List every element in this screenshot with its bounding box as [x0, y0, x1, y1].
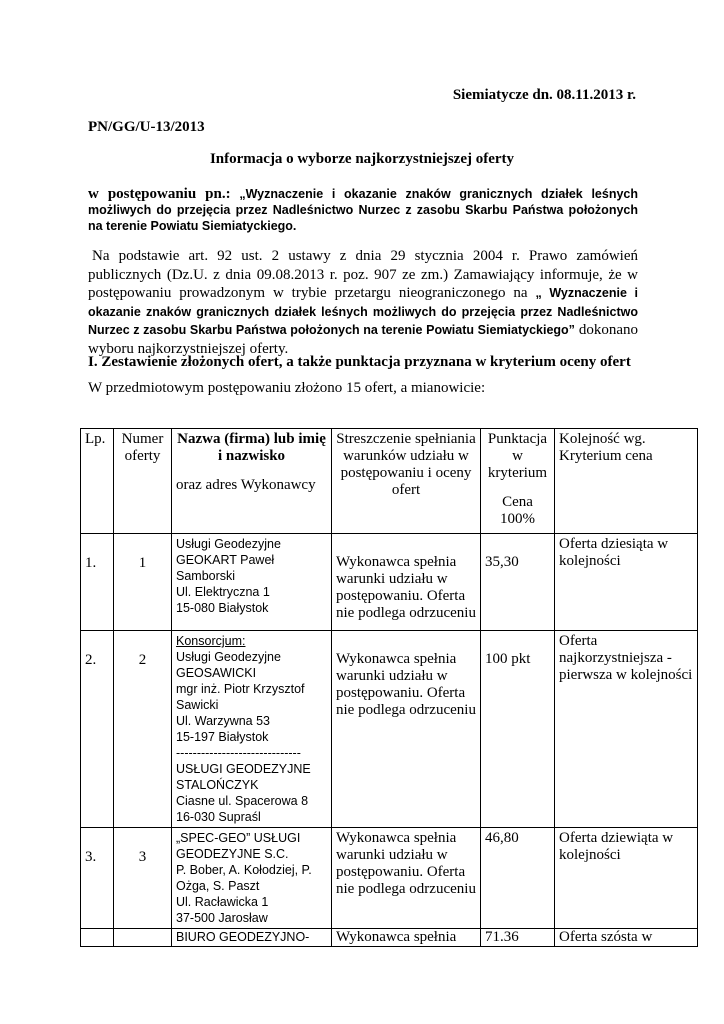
row-points: 46,80: [481, 828, 555, 929]
document-date: Siemiatycze dn. 08.11.2013 r.: [452, 87, 636, 103]
row-rank: Oferta dziesiąta w kolejności: [555, 534, 698, 631]
contractor-line: Usługi Geodezyjne: [176, 650, 281, 664]
procedure-name: „Wyznaczenie i okazanie znaków granicznych działek leśnych możliwych do przejęcia przez Nadleśnictwo Nurzec z zasobu Skarbu Państwa położonych na terenie Powiatu Siemiatyckiego.: [88, 187, 639, 233]
contractor-line: 15-197 Białystok: [176, 730, 269, 744]
procedure-lead: w postępowaniu pn.:: [88, 186, 231, 202]
header-summary: Streszczenie spełniania warunków udziału w postępowaniu i oceny ofert: [332, 429, 481, 534]
contractor-line: Ciasne ul. Spacerowa 8: [176, 794, 309, 808]
paragraph-part2: dokonano wyboru najkorzystniejszej oferty.: [88, 322, 638, 357]
section-intro: W przedmiotowym postępowaniu złożono 15 ofert, a mianowicie:: [88, 380, 486, 396]
procedure-block: [88, 186, 638, 234]
row-lp: [81, 929, 114, 947]
header-points-label: Punktacja w kryterium: [487, 431, 548, 481]
contractor-line: 15-080 Białystok: [176, 601, 269, 615]
paragraph-part1: Na podstawie art. 92 ust. 2 ustawy z dnia 29 stycznia 2004 r. Prawo zamówień publicznych (Dz.U. z dnia 09.08.2013 r. poz. 907 ze zm.) Zamawiający informuje, że w postępowaniu prowadzonym w trybie przetargu nieograniczonego na: [88, 248, 638, 301]
row-summary: Wykonawca spełnia warunki udziału w postępowaniu. Oferta nie podlega odrzuceniu: [332, 534, 481, 631]
row-rank: Oferta dziewiąta w kolejności: [555, 828, 698, 929]
header-points: [481, 429, 555, 534]
header-rank: Kolejność wg. Kryterium cena: [555, 429, 698, 534]
contractor-line: BIURO GEODEZYJNO-: [176, 930, 310, 944]
contractor-line: P. Bober, A. Kołodziej, P.: [176, 863, 312, 877]
legal-basis-paragraph: [88, 247, 638, 358]
contractor-line: „SPEC-GEO” USŁUGI: [176, 831, 301, 845]
document-title: Informacja o wyborze najkorzystniejszej oferty: [209, 151, 515, 167]
row-rank: Oferta najkorzystniejsza - pierwsza w kolejności: [555, 631, 698, 828]
row-summary: Wykonawca spełnia warunki udziału w postępowaniu. Oferta nie podlega odrzuceniu: [332, 828, 481, 929]
contractor-line: GEODEZYJNE S.C.: [176, 847, 289, 861]
row-summary: Wykonawca spełnia warunki udziału w postępowaniu. Oferta nie podlega odrzuceniu: [332, 631, 481, 828]
row-number: 2: [114, 631, 172, 828]
contractor-line: 37-500 Jarosław: [176, 911, 268, 925]
row-rank: Oferta szósta w: [555, 929, 698, 947]
contractor-line: 16-030 Supraśl: [176, 810, 261, 824]
row-number: [114, 929, 172, 947]
contractor-line: Ul. Elektryczna 1: [176, 585, 270, 599]
header-points-sub: Cena 100%: [500, 494, 535, 527]
contractor-line: GEOSAWICKI: [176, 666, 257, 680]
contractor-line: GEOKART Paweł: [176, 553, 275, 567]
offers-table: [80, 428, 698, 947]
contractor-line: STALOŃCZYK: [176, 778, 259, 792]
contractor-line: mgr inż. Piotr Krzysztof: [176, 682, 305, 696]
header-name: [172, 429, 332, 534]
contractor-line: Ul. Warzywna 53: [176, 714, 271, 728]
table-row: [81, 631, 698, 828]
row-lp: 1.: [81, 534, 114, 631]
table-row: [81, 929, 698, 947]
consortium-label: Konsorcjum:: [176, 634, 246, 648]
contractor-line: USŁUGI GEODEZYJNE: [176, 762, 311, 776]
row-number: 1: [114, 534, 172, 631]
header-number: Numer oferty: [114, 429, 172, 534]
header-lp: Lp.: [81, 429, 114, 534]
section-heading: I. Zestawienie złożonych ofert, a także punktacja przyznana w kryterium oceny ofert: [88, 354, 631, 370]
row-contractor: [172, 828, 332, 929]
table-header-row: [81, 429, 698, 534]
paragraph-quoted: „ Wyznaczenie i okazanie znaków granicznych działek leśnych możliwych do przejęcia przez Nadleśnictwo Nurzec z zasobu Skarbu Państwa położonych na terenie Powiatu Siemiatyckiego”: [88, 286, 638, 337]
row-contractor: [172, 929, 332, 947]
contractor-line: Samborski: [176, 569, 236, 583]
header-name-address: oraz adres Wykonawcy: [176, 477, 316, 493]
row-lp: 3.: [81, 828, 114, 929]
row-number: 3: [114, 828, 172, 929]
row-contractor: [172, 534, 332, 631]
reference-number: PN/GG/U-13/2013: [88, 119, 205, 135]
row-contractor: [172, 631, 332, 828]
contractor-line: Sawicki: [176, 698, 219, 712]
contractor-separator: ------------------------------: [176, 746, 301, 760]
row-points: 100 pkt: [481, 631, 555, 828]
header-name-bold: Nazwa (firma) lub imię i nazwisko: [177, 431, 326, 464]
table-row: [81, 828, 698, 929]
contractor-line: Ul. Racławicka 1: [176, 895, 269, 909]
row-lp: 2.: [81, 631, 114, 828]
contractor-line: Ożga, S. Paszt: [176, 879, 260, 893]
table-row: [81, 534, 698, 631]
row-points: 71.36: [481, 929, 555, 947]
row-summary: Wykonawca spełnia: [332, 929, 481, 947]
contractor-line: Usługi Geodezyjne: [176, 537, 281, 551]
row-points: 35,30: [481, 534, 555, 631]
